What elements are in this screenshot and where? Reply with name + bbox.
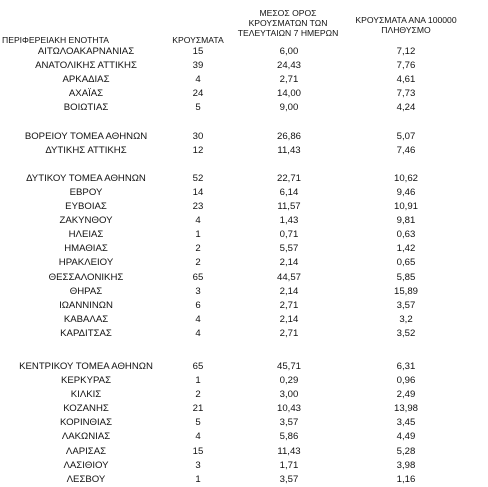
cell-per100k: 7,73: [396, 88, 416, 100]
cell-region: ΑΙΤΩΛΟΑΚΑΡΝΑΝΙΑΣ: [37, 46, 135, 57]
cell-per100k: 5,28: [396, 445, 416, 457]
cell-cases: 4: [195, 215, 201, 227]
cell-per100k: 5,07: [396, 130, 416, 142]
table-row: [0, 130, 488, 144]
cell-cases: 39: [192, 60, 204, 72]
cell-avg7: 44,57: [276, 271, 301, 283]
cell-cases: 65: [192, 271, 204, 283]
cell-per100k: 4,49: [396, 431, 416, 443]
cell-avg7: 2,14: [279, 257, 299, 269]
cell-region: ΚΑΒΑΛΑΣ: [63, 313, 109, 325]
cell-region: ΛΑΣΙΘΙΟΥ: [63, 459, 109, 471]
table-header: [0, 0, 488, 46]
cell-avg7: 9,00: [279, 102, 299, 114]
cell-region: ΑΡΚΑΔΙΑΣ: [62, 74, 110, 86]
cell-per100k: 3,98: [396, 459, 416, 471]
cell-avg7: 2,14: [279, 313, 299, 325]
cell-per100k: 13,98: [393, 403, 418, 415]
table-row: [0, 101, 488, 115]
table-row: [0, 445, 488, 459]
table-row: [0, 186, 488, 200]
cell-region: ΚΟΡΙΝΘΙΑΣ: [59, 417, 113, 429]
table-row: [0, 256, 488, 270]
cell-avg7: 3,57: [279, 417, 299, 429]
cell-cases: 5: [195, 102, 201, 114]
table-row: [0, 144, 488, 158]
cell-region: ΚΙΛΚΙΣ: [70, 389, 102, 401]
cell-per100k: 3,57: [396, 299, 416, 311]
cell-per100k: 9,46: [396, 186, 416, 198]
cell-cases: 1: [195, 229, 201, 241]
table-row: [0, 45, 488, 59]
cell-avg7: 2,71: [279, 327, 299, 339]
cell-per100k: 3,2: [399, 313, 413, 325]
cell-cases: 24: [192, 88, 204, 100]
cell-cases: 2: [195, 257, 201, 269]
table-row: [0, 430, 488, 444]
cell-per100k: 4,61: [396, 74, 416, 86]
cell-avg7: 45,71: [276, 360, 301, 372]
cell-per100k: 2,49: [396, 389, 416, 401]
table-row: [0, 285, 488, 299]
cell-cases: 1: [195, 375, 201, 387]
group-spacer: [0, 341, 488, 360]
cell-per100k: 10,91: [393, 201, 418, 213]
cell-avg7: 2,71: [279, 74, 299, 86]
cell-per100k: 1,42: [396, 243, 416, 255]
table-row: [0, 459, 488, 473]
table-row: [0, 360, 488, 374]
cell-region: ΚΕΝΤΡΙΚΟΥ ΤΟΜΕΑ ΑΘΗΝΩΝ: [19, 360, 153, 372]
header-cases: ΚΡΟΥΣΜΑΤΑ: [172, 35, 224, 45]
cell-cases: 4: [195, 327, 201, 339]
cell-region: ΔΥΤΙΚΗΣ ΑΤΤΙΚΗΣ: [45, 144, 127, 156]
cell-region: ΘΗΡΑΣ: [69, 285, 103, 297]
cell-region: ΗΜΑΘΙΑΣ: [64, 243, 108, 255]
cell-per100k: 3,45: [396, 417, 416, 429]
cell-cases: 4: [195, 431, 201, 443]
table-row: [0, 87, 488, 101]
cell-region: ΗΛΕΙΑΣ: [68, 229, 104, 241]
cell-region: ΑΧΑΪΑΣ: [68, 88, 104, 100]
cell-region: ΒΟΙΩΤΙΑΣ: [63, 102, 109, 114]
cell-per100k: 6,31: [396, 360, 416, 372]
cell-per100k: 3,52: [396, 327, 416, 339]
cell-cases: 14: [192, 186, 204, 198]
group-spacer: [0, 115, 488, 129]
header-per100k: ΚΡΟΥΣΜΑΤΑ ΑΝΑ 100000 ΠΛΗΘΥΣΜΟ: [355, 15, 457, 35]
cell-avg7: 5,86: [279, 431, 299, 443]
cell-per100k: 4,24: [396, 102, 416, 114]
cell-region: ΙΩΑΝΝΙΝΩΝ: [59, 299, 113, 311]
cell-avg7: 3,00: [279, 389, 299, 401]
cell-avg7: 11,43: [277, 144, 301, 156]
table-row: [0, 172, 488, 186]
cell-cases: 4: [195, 313, 201, 325]
cell-region: ΔΥΤΙΚΟΥ ΤΟΜΕΑ ΑΘΗΝΩΝ: [26, 172, 146, 184]
cell-cases: 30: [192, 130, 204, 142]
table-row: [0, 313, 488, 327]
table-row: [0, 200, 488, 214]
table-body: [0, 45, 488, 487]
cell-region: ΚΟΖΑΝΗΣ: [63, 403, 109, 415]
cell-avg7: 26,86: [276, 130, 301, 142]
table-row: [0, 228, 488, 242]
table-row: [0, 327, 488, 341]
cell-avg7: 10,43: [276, 403, 301, 415]
cell-cases: 21: [192, 403, 204, 415]
table-row: [0, 59, 488, 73]
cell-cases: 5: [195, 417, 201, 429]
cell-per100k: 0,65: [396, 257, 416, 269]
cell-per100k: 0,96: [396, 375, 416, 387]
cell-cases: 15: [192, 46, 204, 57]
cell-region: ΕΥΒΟΙΑΣ: [65, 201, 107, 213]
table-row: [0, 416, 488, 430]
cell-cases: 4: [195, 74, 201, 86]
table-row: [0, 73, 488, 87]
cell-per100k: 7,12: [396, 46, 416, 57]
cell-region: ΗΡΑΚΛΕΙΟΥ: [58, 257, 114, 269]
table-row: [0, 242, 488, 256]
cell-region: ΕΒΡΟΥ: [69, 186, 103, 198]
cell-region: ΛΑΚΩΝΙΑΣ: [61, 431, 111, 443]
cell-cases: 2: [195, 389, 201, 401]
cell-cases: 52: [192, 172, 204, 184]
cell-region: ΛΑΡΙΣΑΣ: [65, 445, 107, 457]
cell-avg7: 1,43: [279, 215, 299, 227]
cell-avg7: 11,43: [277, 445, 301, 457]
cell-per100k: 7,46: [396, 144, 416, 156]
cell-region: ΛΕΣΒΟΥ: [66, 473, 106, 485]
cell-cases: 65: [192, 360, 204, 372]
cell-per100k: 0,63: [396, 229, 416, 241]
cell-per100k: 7,76: [396, 60, 416, 72]
cell-per100k: 15,89: [393, 285, 418, 297]
table-row: [0, 299, 488, 313]
header-region: ΠΕΡΙΦΕΡΕΙΑΚΗ ΕΝΟΤΗΤΑ: [2, 35, 109, 45]
table-row: [0, 402, 488, 416]
cell-per100k: 9,81: [396, 215, 416, 227]
cell-avg7: 5,57: [279, 243, 299, 255]
cell-per100k: 5,85: [396, 271, 416, 283]
table-row: [0, 271, 488, 285]
cell-avg7: 14,00: [276, 88, 301, 100]
table-row: [0, 388, 488, 402]
cell-avg7: 24,43: [276, 60, 301, 72]
cell-avg7: 0,71: [279, 229, 299, 241]
cell-avg7: 1,71: [279, 459, 299, 471]
cell-avg7: 6,00: [279, 46, 299, 57]
cell-avg7: 11,57: [277, 201, 301, 213]
cell-avg7: 3,57: [279, 473, 299, 485]
cell-region: ΖΑΚΥΝΘΟΥ: [59, 215, 113, 227]
table-row: [0, 214, 488, 228]
cell-region: ΒΟΡΕΙΟΥ ΤΟΜΕΑ ΑΘΗΝΩΝ: [24, 130, 148, 142]
cell-cases: 15: [192, 445, 204, 457]
table-row: [0, 473, 488, 487]
cell-avg7: 2,14: [279, 285, 299, 297]
cell-per100k: 1,16: [396, 473, 416, 485]
cell-avg7: 22,71: [276, 172, 301, 184]
cell-cases: 6: [195, 299, 201, 311]
cell-region: ΚΕΡΚΥΡΑΣ: [60, 375, 111, 387]
cell-region: ΑΝΑΤΟΛΙΚΗΣ ΑΤΤΙΚΗΣ: [35, 60, 137, 72]
cell-region: ΘΕΣΣΑΛΟΝΙΚΗΣ: [48, 271, 124, 283]
cell-avg7: 6,14: [279, 186, 299, 198]
cell-cases: 3: [195, 285, 201, 297]
table-row: [0, 374, 488, 388]
cell-cases: 23: [192, 201, 204, 213]
cell-avg7: 0,29: [279, 375, 299, 387]
cell-region: ΚΑΡΔΙΤΣΑΣ: [60, 327, 112, 339]
group-spacer: [0, 158, 488, 172]
cell-cases: 3: [195, 459, 201, 471]
cell-cases: 2: [195, 243, 201, 255]
cell-cases: 12: [192, 144, 204, 156]
cell-cases: 1: [195, 473, 201, 485]
header-avg7: ΜΕΣΟΣ ΟΡΟΣ ΚΡΟΥΣΜΑΤΩΝ ΤΩΝ ΤΕΛΕΥΤΑΙΩΝ 7 ΗΜΕΡΩΝ: [237, 8, 339, 38]
cell-per100k: 10,62: [393, 172, 418, 184]
cell-avg7: 2,71: [279, 299, 299, 311]
